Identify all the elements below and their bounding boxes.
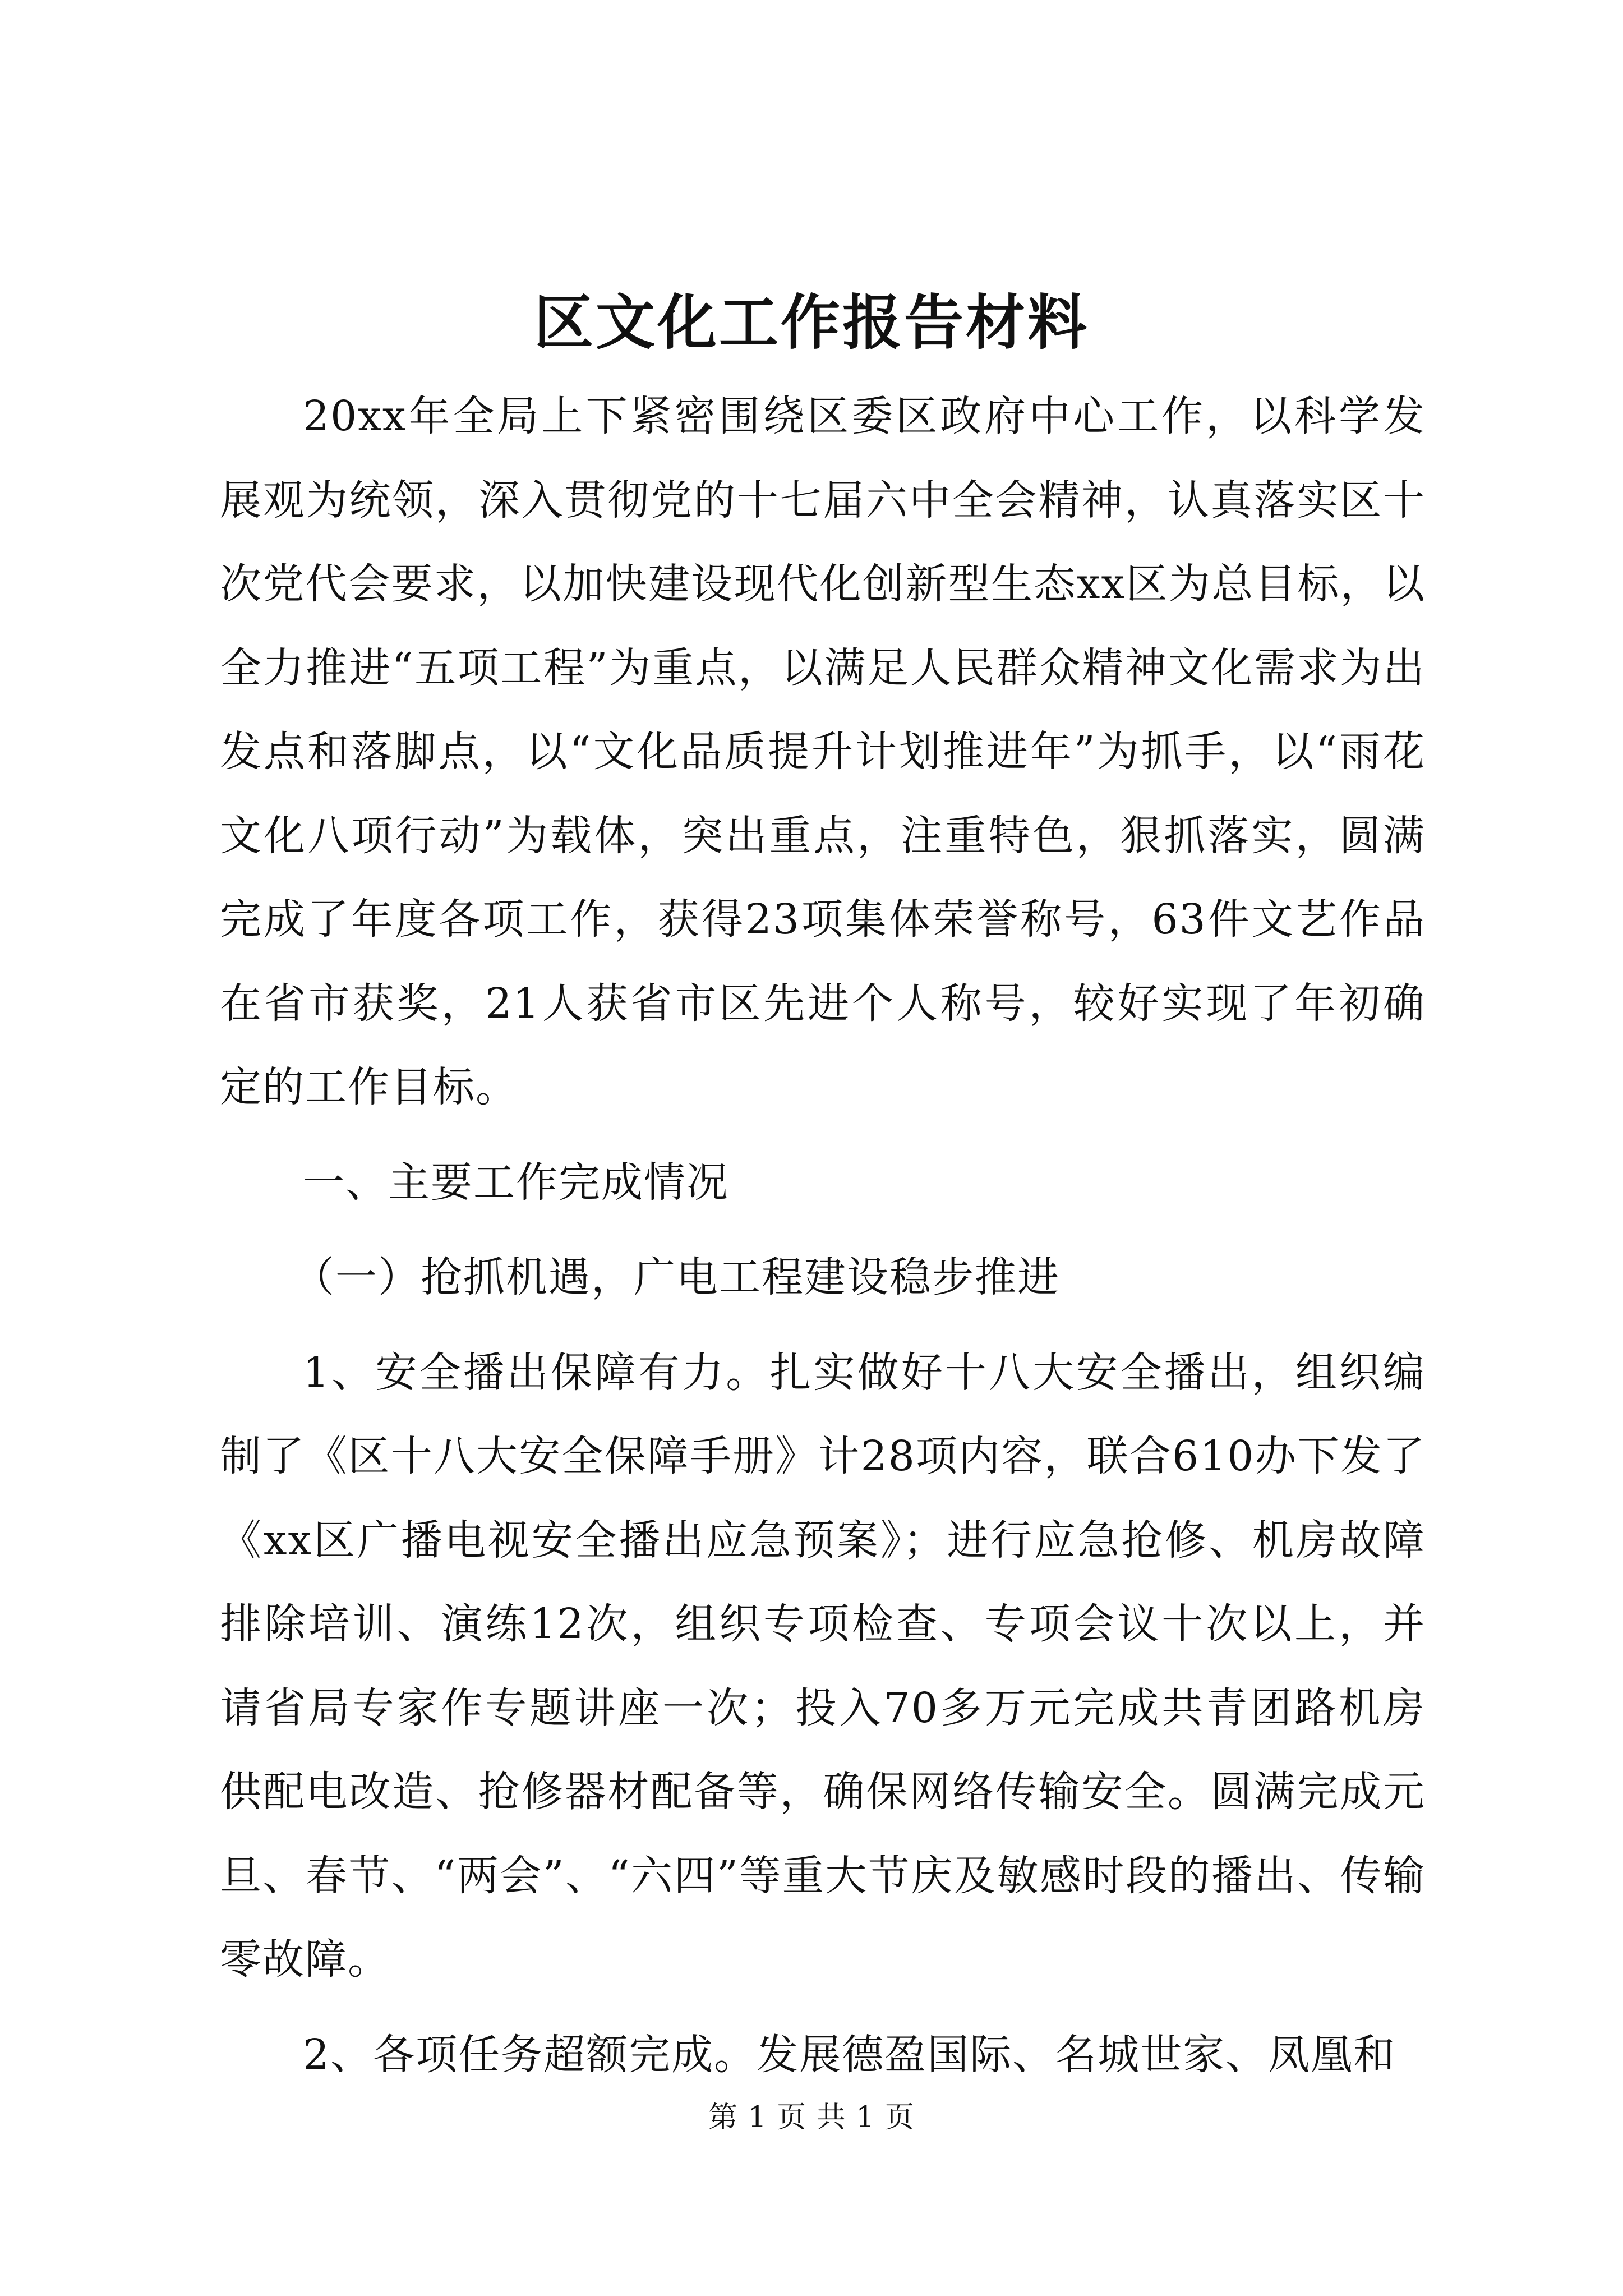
- subsection-heading: （一）抢抓机遇，广电工程建设稳步推进: [293, 1253, 1060, 1301]
- page-footer: 第 1 页 共 1 页: [708, 2101, 915, 2134]
- document-body: [220, 375, 1426, 2097]
- spacer: [220, 1130, 1426, 1141]
- section-heading: 一、主要工作完成情况: [303, 1158, 729, 1207]
- spacer: [220, 1225, 1426, 1236]
- item-paragraph-1: 1、安全播出保障有力。扎实做好十八大安全播出，组织编制了《区十八大安全保障手册》计28项内容，联合610办下发了《xx区广播电视安全播出应急预案》；进行应急抢修、机房故障排除培训、演练12次，组织专项检查、专项会议十次以上，并请省局专家作专题讲座一次；投入70多万元完成共青团路机房供配电改造、抢修器材配备等，确保网络传输安全。圆满完成元旦、春节、“两会”、“六四”等重大节庆及敏感时段的播出、传输零故障。: [220, 1348, 1426, 1984]
- document-title: 区文化工作报告材料: [534, 287, 1089, 357]
- intro-paragraph: 20xx年全局上下紧密围绕区委区政府中心工作，以科学发展观为统领，深入贯彻党的十七届六中全会精神，认真落实区十次党代会要求，以加快建设现代化创新型生态xx区为总目标，以全力推进“五项工程”为重点，以满足人民群众精神文化需求为出发点和落脚点，以“文化品质提升计划推进年”为抓手，以“雨花文化八项行动”为载体，突出重点，注重特色，狠抓落实，圆满完成了年度各项工作，获得23项集体荣誉称号，63件文艺作品在省市获奖，21人获省市区先进个人称号，较好实现了年初确定的工作目标。: [220, 392, 1426, 1111]
- item-paragraph-2: 2、各项任务超额完成。发展德盈国际、名城世家、凤凰和: [303, 2030, 1396, 2079]
- spacer: [220, 1320, 1426, 1331]
- spacer: [220, 2002, 1426, 2013]
